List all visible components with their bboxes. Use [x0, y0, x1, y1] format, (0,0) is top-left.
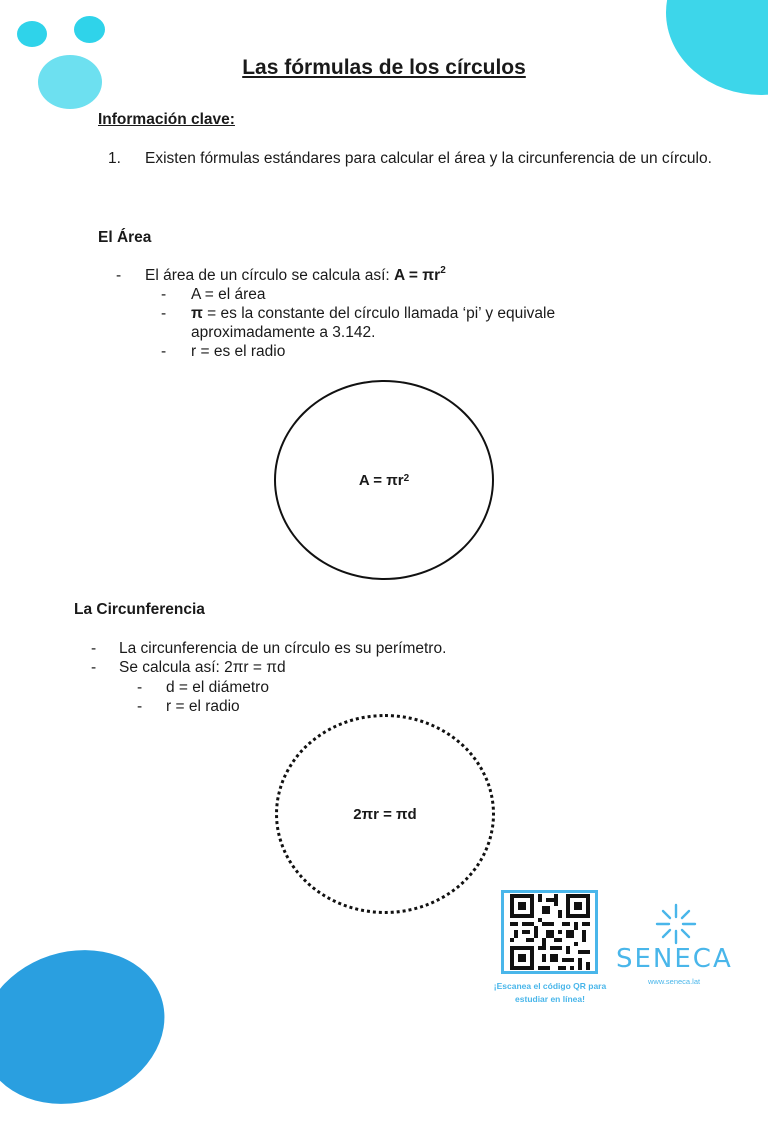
circumference-heading: La Circunferencia [74, 601, 205, 618]
circumference-line: La circunferencia de un círculo es su perímetro. [119, 640, 447, 657]
bullet-dash: - [137, 698, 143, 715]
decorative-blob [666, 0, 768, 95]
key-info-heading: Información clave: [98, 111, 235, 128]
area-sub-item [191, 304, 611, 342]
circumference-line: Se calcula así: 2πr = πd [119, 659, 286, 676]
qr-caption: ¡Escanea el código QR para estudiar en línea! [493, 981, 607, 1004]
brand-url[interactable]: www.seneca.lat [648, 977, 701, 986]
pi-description: = es la constante del círculo llamada ‘pi’ y equivale aproximadamente a 3.142. [191, 305, 556, 341]
key-info-item: Existen fórmulas estándares para calcular el área y la circunferencia de un círculo. [145, 150, 712, 167]
decorative-blob [74, 16, 105, 43]
qr-code-icon [510, 894, 590, 970]
bullet-dash: - [161, 343, 167, 360]
area-circle: A = πr $^2$ [274, 380, 494, 580]
qr-code[interactable] [501, 890, 598, 974]
seneca-logo-icon [654, 902, 698, 946]
bullet-dash: - [161, 305, 167, 322]
decorative-blob [0, 927, 185, 1127]
bullet-dash: - [91, 640, 97, 657]
area-line [145, 266, 446, 285]
bullet-dash: - [137, 679, 143, 696]
circumference-circle-formula: 2πr = πd [353, 805, 417, 823]
area-heading: El Área [98, 229, 152, 246]
bullet-dash: - [161, 286, 167, 303]
area-line-text: El área de un círculo se calcula así: [145, 267, 394, 284]
area-exponent: 2 [440, 264, 446, 276]
page-title: Las fórmulas de los círculos [242, 56, 526, 79]
circumference-sub-item: d = el diámetro [166, 679, 269, 696]
bullet-dash: - [91, 659, 97, 676]
brand-name: SENECA [616, 944, 733, 974]
area-sub-item: r = es el radio [191, 343, 286, 360]
area-circle-formula: A = πr [358, 471, 404, 489]
list-number: 1. [108, 150, 121, 167]
decorative-blob [17, 21, 47, 47]
bullet-dash: - [116, 267, 122, 284]
area-sub-item: A = el área [191, 286, 266, 303]
circumference-circle [275, 714, 495, 914]
area-formula: A = πr [394, 267, 441, 284]
circumference-sub-item: r = el radio [166, 698, 240, 715]
pi-symbol: π [191, 305, 203, 322]
